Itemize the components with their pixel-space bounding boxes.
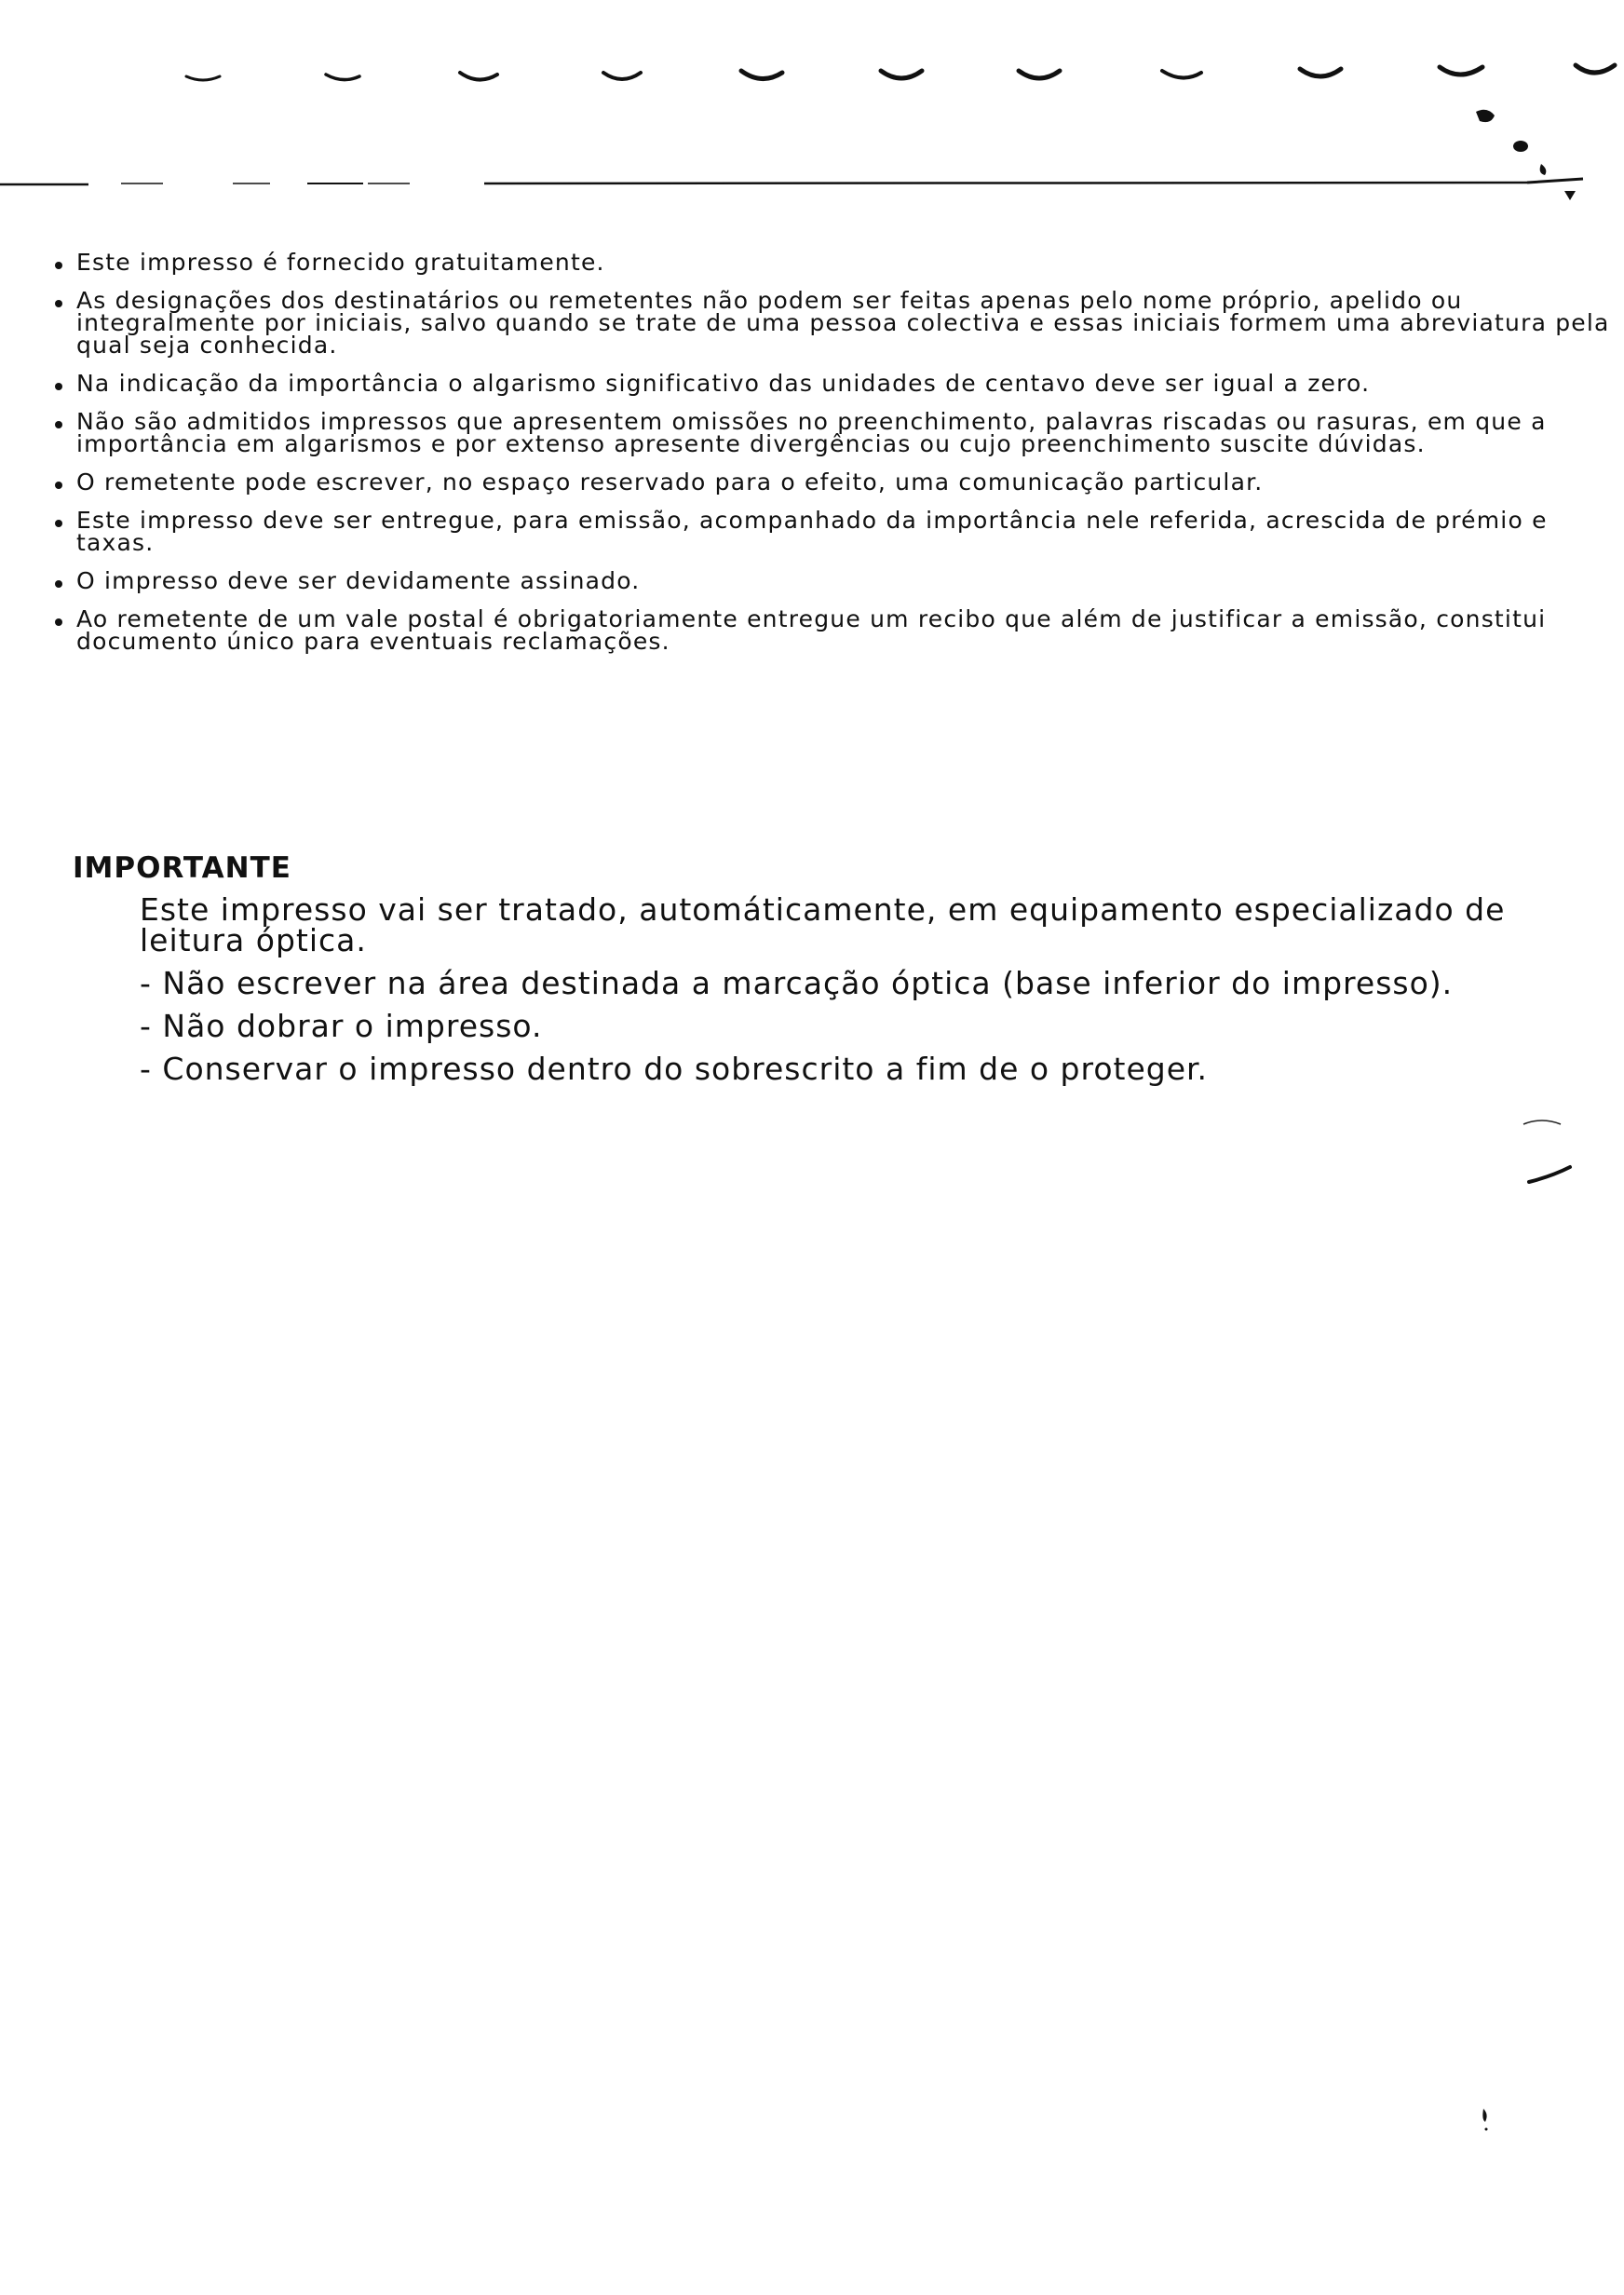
corner-mark [1476,110,1495,122]
bullet-icon [55,383,62,390]
important-rule: - Conservar o impresso dentro do sobrescrito a fim de o proteger. [140,1051,1209,1087]
note-text: As designações dos destinatários ou remetentes não podem ser feitas apenas pelo nome próprio, apelido ou integralmente por iniciais, salvo quando se trate de uma pessoa colectiva e essas iniciais formem uma abreviatura pela qual seja conhecida. [76,287,1610,359]
important-heading: IMPORTANTE [73,851,291,885]
perforation-header [0,0,1624,224]
perforation-mark [460,73,497,80]
perforation-mark [603,73,641,79]
perforation-mark [326,75,359,80]
bullet-icon [55,300,62,307]
perforation-mark [881,71,922,78]
important-intro: Este impresso vai ser tratado, automáticamente, em equipamento especializado de leitura óptica. [140,891,1506,958]
punch-hole-mark [1509,1113,1583,1188]
list-item [71,509,1613,554]
list-item [71,370,1613,397]
note-text: O remetente pode escrever, no espaço reservado para o efeito, uma comunicação particular. [76,469,1264,496]
perforation-mark [1162,71,1201,78]
perforation-mark [741,71,782,79]
note-text: Este impresso deve ser entregue, para emissão, acompanhado da importância nele referida, acrescida de prémio e taxas. [76,507,1548,556]
note-text: O impresso deve ser devidamente assinado. [76,567,641,594]
perforation-mark [1440,67,1482,75]
perforation-mark [1019,71,1060,78]
note-text: Ao remetente de um vale postal é obrigatoriamente entregue um recibo que além de justificar a emissão, constitui documento único para eventuais reclamações. [76,605,1547,655]
corner-mark [1540,164,1547,175]
perforation-mark [1300,69,1341,76]
important-rule: - Não escrever na área destinada a marcação óptica (base inferior do impresso). [140,965,1454,1001]
perforation-mark [186,76,220,80]
bullet-icon [55,618,62,626]
bullet-icon [55,520,62,527]
instructions-list [71,251,1613,669]
perforation-marks [0,0,1624,224]
note-text: Não são admitidos impressos que apresentem omissões no preenchimento, palavras riscadas ou rasuras, em que a importância em algarismos e por extenso apresente divergências ou cujo preenchimento suscite dúvidas. [76,408,1547,457]
list-item [71,471,1613,494]
bullet-icon [55,482,62,489]
corner-mark [1513,141,1528,152]
important-section [140,891,1620,1096]
list-item [71,408,1613,457]
list-item [71,287,1613,359]
bullet-icon [55,421,62,428]
note-text: Este impresso é fornecido gratuitamente. [76,249,605,276]
list-item [71,605,1613,655]
perforation-mark [1576,65,1615,73]
corner-mark [1564,191,1576,200]
important-rule: - Não dobrar o impresso. [140,1008,543,1044]
list-item [71,567,1613,594]
list-item [71,251,1613,274]
bullet-icon [55,580,62,588]
bullet-icon [55,262,62,269]
note-text: Na indicação da importância o algarismo significativo das unidades de centavo deve ser igual a zero. [76,370,1371,397]
ink-speck-mark [1476,2107,1495,2135]
